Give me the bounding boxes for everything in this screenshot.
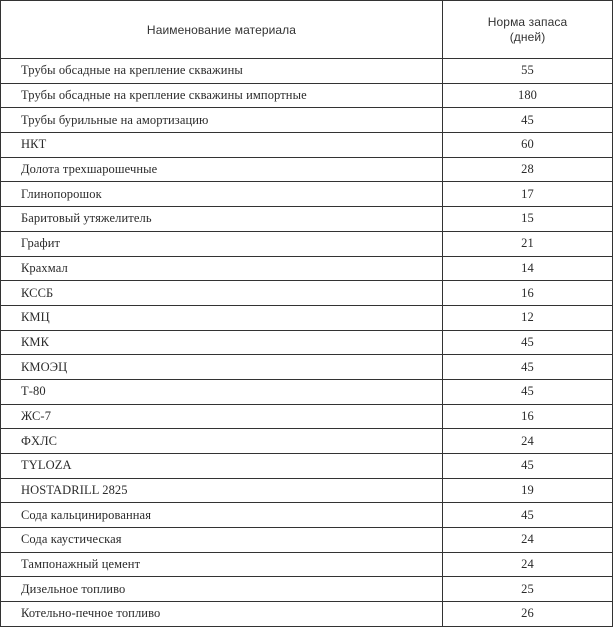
stock-norm-cell: 19 [443, 478, 613, 503]
material-name-cell: Т-80 [1, 379, 443, 404]
material-name-cell: Трубы бурильные на амортизацию [1, 108, 443, 133]
table-row [1, 602, 613, 627]
material-name-cell: Тампонажный цемент [1, 552, 443, 577]
stock-norm-cell: 45 [443, 355, 613, 380]
stock-norm-cell: 45 [443, 330, 613, 355]
material-name-cell: Дизельное топливо [1, 577, 443, 602]
material-name-cell: Баритовый утяжелитель [1, 207, 443, 232]
table-row [1, 454, 613, 479]
table-row [1, 404, 613, 429]
material-name-cell: Долота трехшарошечные [1, 157, 443, 182]
material-name-cell: КМК [1, 330, 443, 355]
table-row [1, 577, 613, 602]
table-row [1, 133, 613, 158]
header-stock-norm-line2: (дней) [509, 29, 546, 44]
material-name-cell: КССБ [1, 281, 443, 306]
stock-norm-cell: 16 [443, 281, 613, 306]
stock-norm-cell: 45 [443, 379, 613, 404]
material-name-cell: Крахмал [1, 256, 443, 281]
stock-norm-cell: 45 [443, 503, 613, 528]
table-row [1, 478, 613, 503]
stock-norm-cell: 26 [443, 602, 613, 627]
header-row [1, 1, 613, 59]
table-row [1, 305, 613, 330]
stock-norm-cell: 17 [443, 182, 613, 207]
table-row [1, 157, 613, 182]
material-name-cell: НКТ [1, 133, 443, 158]
stock-norm-cell: 25 [443, 577, 613, 602]
material-name-cell: Сода каустическая [1, 528, 443, 553]
header-stock-norm [443, 1, 613, 59]
material-name-cell: Графит [1, 231, 443, 256]
material-name-cell: Глинопорошок [1, 182, 443, 207]
table-body [1, 59, 613, 627]
material-name-cell: Трубы обсадные на крепление скважины импортные [1, 83, 443, 108]
stock-norm-cell: 16 [443, 404, 613, 429]
table-row [1, 281, 613, 306]
material-name-cell: КМОЭЦ [1, 355, 443, 380]
table-row [1, 182, 613, 207]
table-row [1, 256, 613, 281]
material-name-cell: HOSTADRILL 2825 [1, 478, 443, 503]
table-row [1, 429, 613, 454]
stock-norm-cell: 60 [443, 133, 613, 158]
table-row [1, 355, 613, 380]
table-row [1, 207, 613, 232]
material-name-cell: ЖС-7 [1, 404, 443, 429]
stock-norm-cell: 24 [443, 429, 613, 454]
stock-norm-cell: 55 [443, 59, 613, 84]
stock-norm-cell: 45 [443, 108, 613, 133]
stock-norm-cell: 12 [443, 305, 613, 330]
table-row [1, 379, 613, 404]
table-row [1, 231, 613, 256]
material-name-cell: КМЦ [1, 305, 443, 330]
stock-norm-cell: 45 [443, 454, 613, 479]
table-row [1, 503, 613, 528]
stock-norm-cell: 28 [443, 157, 613, 182]
table-row [1, 108, 613, 133]
table-header [1, 1, 613, 59]
table-row [1, 330, 613, 355]
header-stock-norm-line1: Норма запаса [487, 14, 568, 29]
table-row [1, 552, 613, 577]
stock-norm-cell: 180 [443, 83, 613, 108]
table-row [1, 528, 613, 553]
header-material-name: Наименование материала [1, 1, 443, 59]
table-row [1, 83, 613, 108]
stock-norm-cell: 15 [443, 207, 613, 232]
stock-norm-cell: 24 [443, 528, 613, 553]
material-name-cell: ФХЛС [1, 429, 443, 454]
material-name-cell: Трубы обсадные на крепление скважины [1, 59, 443, 84]
material-name-cell: Котельно-печное топливо [1, 602, 443, 627]
table-row [1, 59, 613, 84]
stock-norm-cell: 24 [443, 552, 613, 577]
material-name-cell: Сода кальцинированная [1, 503, 443, 528]
material-name-cell: TYLOZA [1, 454, 443, 479]
stock-norm-cell: 21 [443, 231, 613, 256]
stock-norm-cell: 14 [443, 256, 613, 281]
